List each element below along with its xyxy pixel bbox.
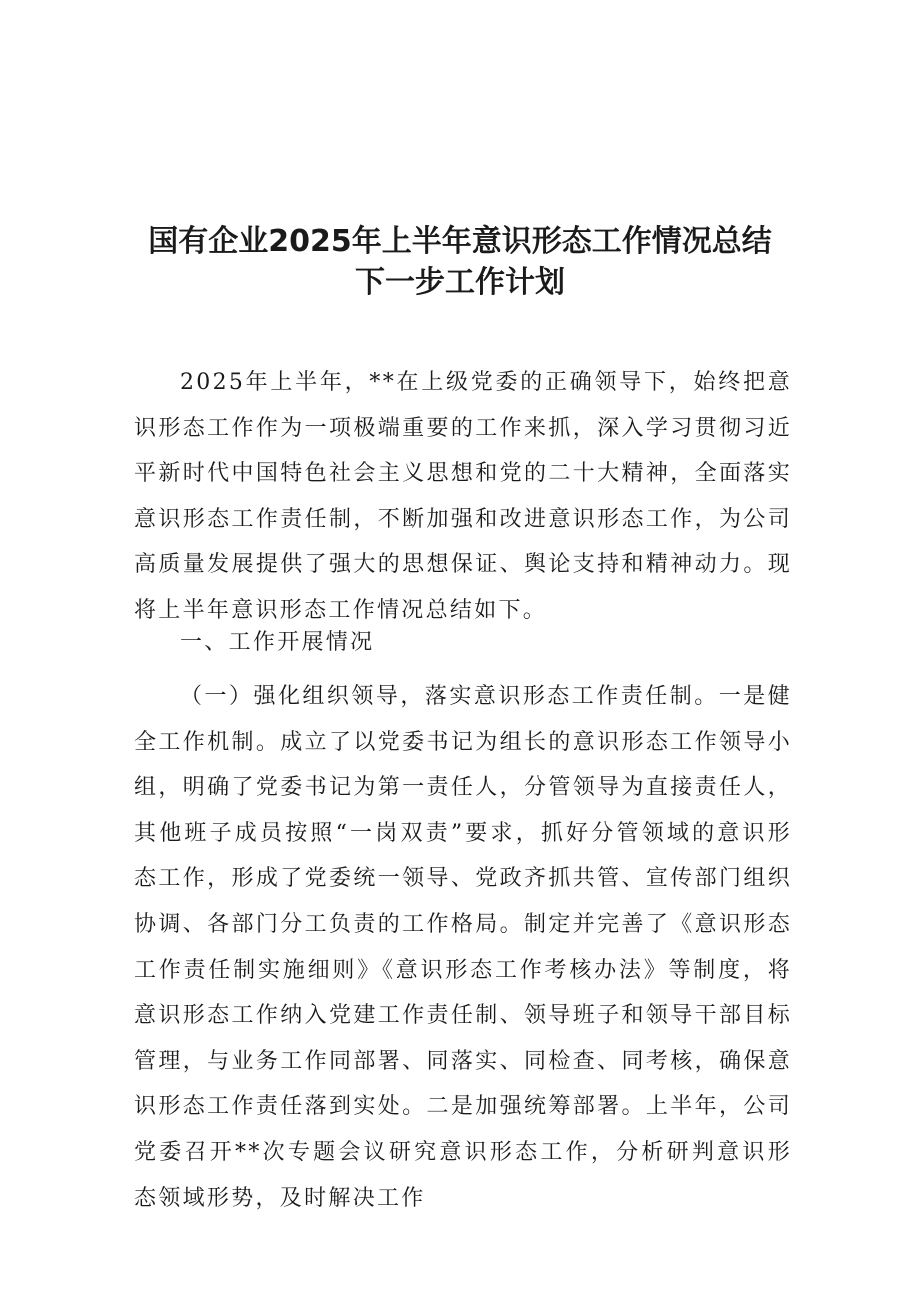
document-title-line-1: 国有企业2025年上半年意识形态工作情况总结 [148, 224, 772, 259]
section-paragraph: （一）强化组织领导，落实意识形态工作责任制。一是健全工作机制。成立了以党委书记为组长的意识形态工作领导小组，明确了党委书记为第一责任人，分管领导为直接责任人，其他班子成员按照“一岗双责”要求，抓好分管领域的意识形态工作，形成了党委统一领导、党政齐抓共管、宣传部门组织协调、各部门分工负责的工作格局。制定并完善了《意识形态工作责任制实施细则》《意识形态工作考核办法》等制度，将意识形态工作纳入党建工作责任制、领导班子和领导干部目标管理，与业务工作同部署、同落实、同检查、同考核，确保意识形态工作责任落到实处。二是加强统筹部署。上半年，公司党委召开**次专题会议研究意识形态工作，分析研判意识形态领域形势，及时解决工作 [134, 684, 792, 1211]
section-heading: 一、工作开展情况 [180, 630, 375, 655]
intro-paragraph: 2025年上半年，**在上级党委的正确领导下，始终把意识形态工作作为一项极端重要的工作来抓，深入学习贯彻习近平新时代中国特色社会主义思想和党的二十大精神，全面落实意识形态工作责任制，不断加强和改进意识形态工作，为公司高质量发展提供了强大的思想保证、舆论支持和精神动力。现将上半年意识形态工作情况总结如下。 [134, 370, 792, 623]
document-title-line-2: 下一步工作计划 [355, 265, 565, 300]
